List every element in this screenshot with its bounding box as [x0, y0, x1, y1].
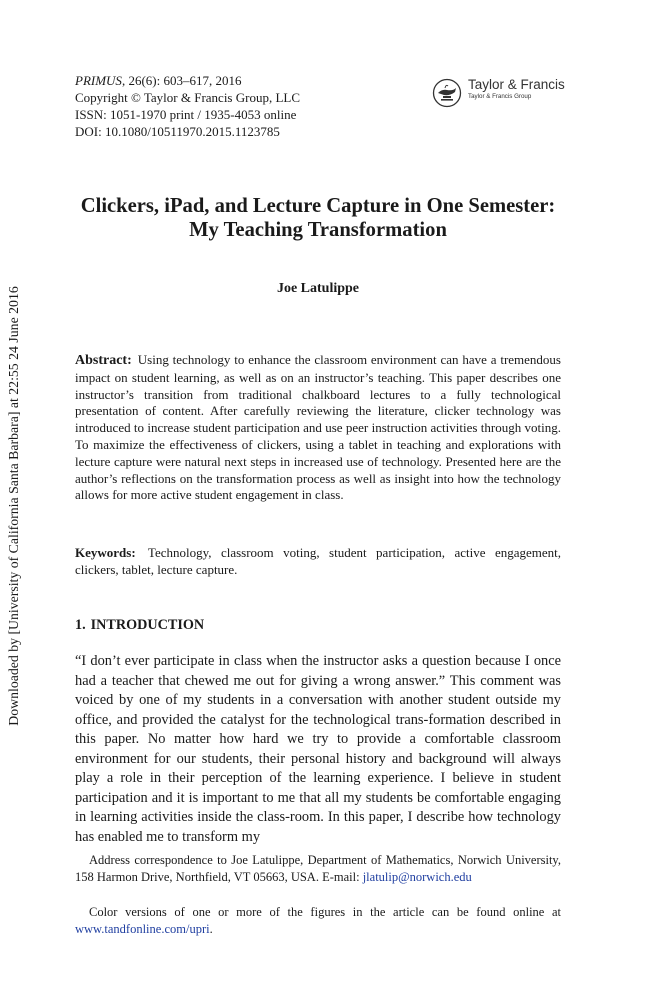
keywords — [75, 545, 561, 579]
journal-url-link[interactable]: www.tandfonline.com/upri — [75, 922, 210, 936]
download-watermark — [3, 263, 25, 749]
section-body: “I don’t ever participate in class when the instructor asks a question because I once had a teacher that chewed me out for giving a wrong answer.” This comment was voiced by one of my students in a conversation with another student outside my office, and provided the catalyst for the technological trans-formation described in this paper. No matter how hard we try to provide a comfortable classroom environment for our students, their personal history and background will always play a role in their perception of the learning experience. I believe in student participation and it is important to me that all my students be comfortable engaging in learning activities inside the class-room. In this paper, I describe how technology has enabled me to transform my — [75, 653, 561, 845]
journal-name: PRIMUS — [75, 73, 122, 88]
article-author: Joe Latulippe — [276, 281, 360, 296]
footnote-address-text: Address correspondence to Joe Latulippe, Department of Mathematics, Norwich University, 158 Harmon Drive, Northfield, VT 05663, USA. E-mail: — [75, 853, 561, 884]
email-link[interactable]: jlatulip@norwich.edu — [362, 870, 472, 884]
lamp-logo-icon — [432, 78, 462, 108]
keywords-text: Technology, classroom voting, student participation, active engagement, clickers, tablet, lecture capture. — [75, 545, 562, 577]
section-heading — [75, 616, 204, 634]
journal-volume-pages: , 26(6): 603–617, 2016 — [121, 73, 242, 88]
publisher-group: Taylor & Francis Group — [468, 93, 532, 100]
abstract — [75, 352, 561, 504]
journal-citation — [75, 72, 300, 89]
journal-doi: DOI: 10.1080/10511970.2015.1123785 — [75, 124, 280, 139]
abstract-label: Abstract: — [75, 353, 132, 368]
journal-issn: ISSN: 1051-1970 print / 1935-4053 online — [75, 107, 297, 122]
footnote-address — [75, 852, 561, 886]
journal-info — [75, 72, 300, 140]
publisher-name: Taylor & Francis — [468, 77, 565, 92]
footnote-url-suffix: . — [209, 922, 213, 936]
footnote-color-text: Color versions of one or more of the figures in the article can be found online at — [89, 905, 561, 919]
section-title: INTRODUCTION — [90, 617, 205, 633]
publisher-logo — [432, 76, 567, 110]
article-title: Clickers, iPad, and Lecture Capture in One Semester: My Teaching Transformation — [80, 195, 556, 241]
download-note: Downloaded by [University of California Santa Barbara] at 22:55 24 June 2016 — [6, 286, 21, 726]
journal-copyright: Copyright © Taylor & Francis Group, LLC — [75, 90, 301, 105]
footnote-color-note — [75, 904, 561, 938]
keywords-label: Keywords: — [75, 545, 136, 560]
section-number: 1. — [75, 617, 86, 633]
abstract-text: Using technology to enhance the classroom environment can have a tremendous impact on student learning, as well as on an instructor’s teaching. This paper describes one instructor’s transition from traditional chalkboard lectures to a fully technological presentation of content. After carefully reviewing the literature, clicker technology was introduced to increase student participation and use peer instruction activities through voting. To maximize the effectiveness of clickers, using a tablet in teaching and explorations with lecture capture were natural next steps in increased use of technology. Presented here are the author’s reflections on the transformation process as well as insight into how the technology allows for more active student engagement in class. — [75, 352, 561, 503]
